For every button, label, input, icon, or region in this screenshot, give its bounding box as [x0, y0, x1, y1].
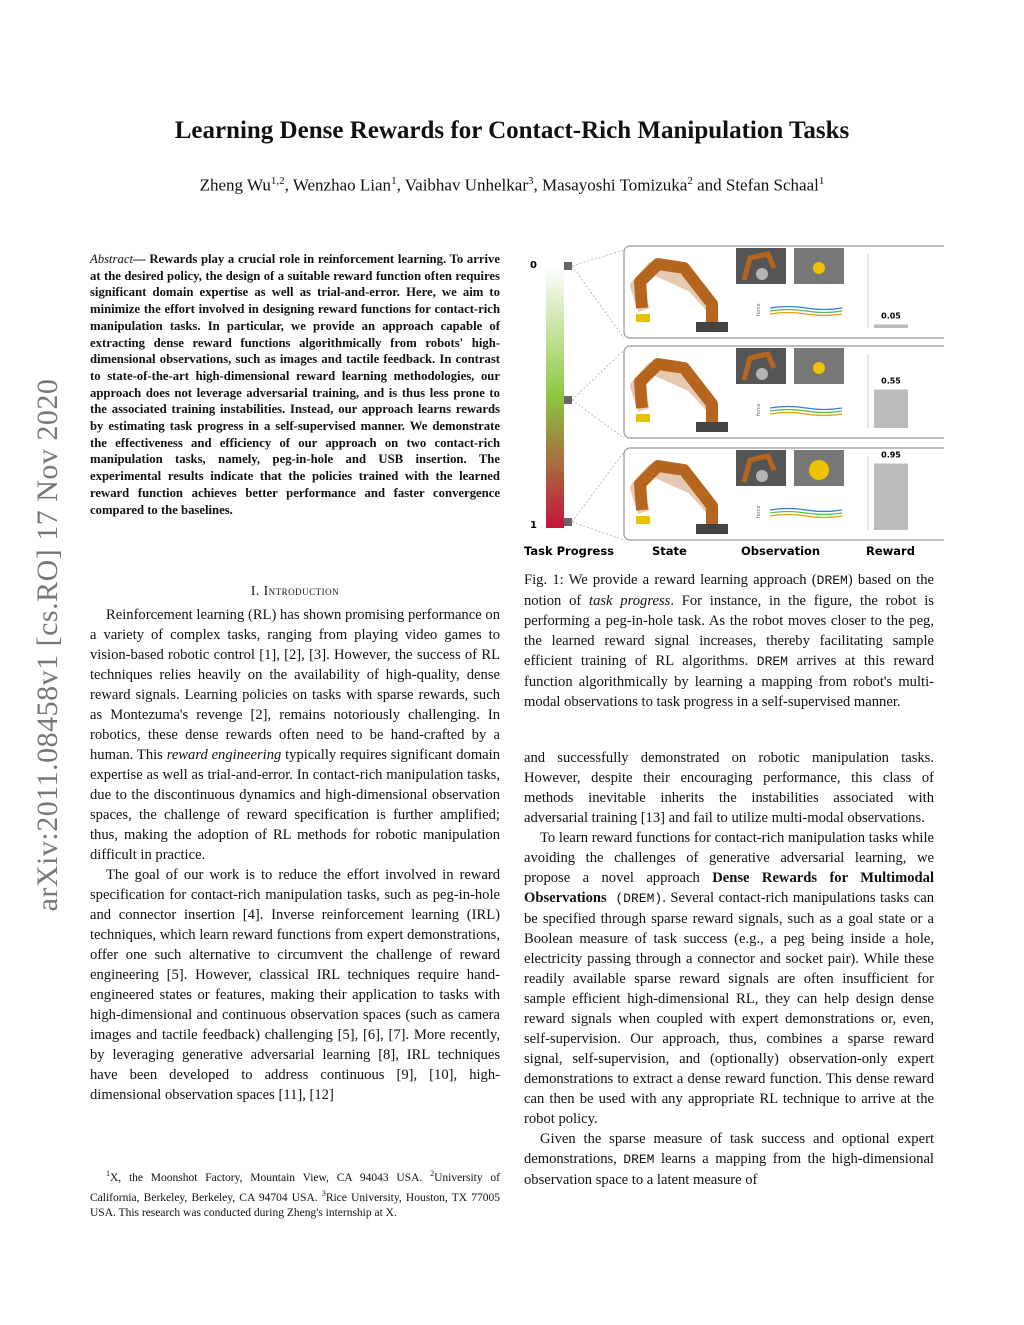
guide-line: [572, 266, 624, 338]
task-progress-bar: [546, 266, 564, 528]
author-name: Vaibhav Unhelkar: [404, 175, 528, 195]
progress-bottom-label: 1: [530, 520, 537, 531]
author-line: Zheng Wu$^{1,2}$, Wenzhao Lian$^1$, Vaibhav Unhelkar$^3$, Masayoshi Tomizuka$^2$ and Stefan Schaal$^1$: [199, 175, 825, 195]
force-axis-label: force: [756, 505, 762, 518]
author-affiliation-mark: 2: [687, 175, 693, 187]
arxiv-sidebar-stamp: [28, 345, 68, 945]
author-affiliation-mark: 1: [818, 175, 825, 187]
intro-paragraph-2: The goal of our work is to reduce the effort involved in reward specification for contact-rich manipulation tasks, such as peg-in-hole and connector insertion [4]. Inverse reinforcement learning (IRL) techniques, which learn reward functions from expert demonstrations, offer one such alternative to circumvent the challenge of reward engineering [5]. However, classical IRL techniques require hand-engineered states or features, making their application to tasks with high-dimensional and continuous observation spaces (such as camera images and tactile feedback) challenging [5], [6], [7]. More recently, by leveraging generative adversarial learning [8], IRL techniques have been developed to address continuous [9], [10], high-dimensional observation spaces [11], [12]: [90, 867, 500, 1103]
section-title: Introduction: [263, 583, 340, 598]
figure-row: [564, 346, 944, 438]
reward-value-label: 0.95: [881, 450, 901, 460]
label-reward: Reward: [866, 544, 915, 558]
reward-value-label: 0.55: [881, 376, 901, 386]
force-axis-label: force: [756, 303, 762, 316]
guide-line: [572, 350, 624, 400]
robot-base: [696, 524, 728, 534]
paper-title: Learning Dense Rewards for Contact-Rich Manipulation Tasks: [174, 117, 850, 144]
progress-marker: [564, 396, 572, 404]
author-affiliation-mark: 3: [527, 175, 534, 187]
guide-line: [572, 250, 624, 266]
label-observation: Observation: [741, 544, 821, 558]
label-state: State: [652, 544, 687, 558]
progress-marker: [564, 262, 572, 270]
right-column-body: [524, 748, 934, 1190]
introduction-section: [90, 581, 500, 1105]
guide-line: [572, 522, 624, 540]
author-name: Zheng Wu: [199, 175, 271, 195]
progress-top-label: 0: [530, 260, 537, 271]
robot-base: [696, 322, 728, 332]
arxiv-id: arXiv:2011.08458v1 [cs.RO] 17 Nov 2020: [31, 378, 64, 912]
author-affiliation-mark: 1: [391, 175, 397, 187]
section-number: I.: [250, 583, 260, 598]
body-paragraph-2: To learn reward functions for contact-rich manipulation tasks while avoiding the challenges of generative adversarial learning, we propose a novel approach Dense Rewards for Multimodal Observations (DREM). Several contact-rich manipulations tasks can be specified through sparse reward signals, such as a goal state or a Boolean measure of task success (e.g., a peg being inside a hole, electricity passing through a connector and socket pair). While these readily available sparse reward signals are often insufficient for sample efficient high-dimensional RL, they can help design dense reward signals when coupled with expert demonstrations or, even, self-supervision. Our approach, thus, combines a sparse reward signal, self-supervision, and (optionally) observation-only expert demonstrations to extract a dense reward function. This dense reward can then be used with any appropriate RL technique to arrive at the robot policy.: [524, 830, 935, 1127]
camera-highlight: [756, 470, 768, 482]
guide-line: [572, 400, 624, 438]
figure-caption: Fig. 1: We provide a reward learning approach (DREM) based on the notion of task progress. For instance, in the figure, the robot is performing a peg-in-hole task. As the robot moves closer to the peg, the learned reward signal increases, thereby facilitating sample efficient training of RL algorithms. DREM arrives at this reward function algorithmically by learning a mapping from robot's multi-modal observations to task progress in a self-supervised manner.: [524, 572, 934, 710]
tactile-contact: [813, 262, 825, 274]
figure-1: [524, 244, 944, 562]
author-name: Stefan Schaal: [725, 175, 819, 195]
camera-highlight: [756, 268, 768, 280]
emphasis: reward engineering: [166, 747, 282, 763]
body-paragraph-1: and successfully demonstrated on robotic manipulation tasks. However, despite their encouraging performance, this class of methods inevitable inherits the instabilities associated with adversarial training [13] and fail to utilize multi-modal observations.: [524, 750, 934, 826]
footnote: $^1$X, the Moonshot Factory, Mountain View, CA 94043 USA. $^2$University of California, Berkeley, Berkeley, CA 94704 USA. $^3$Rice University, Houston, TX 77005 USA. This research was conducted during Zheng's internship at X.: [90, 1169, 500, 1219]
abstract-text: — Rewards play a crucial role in reinforcement learning. To arrive at the desired policy, the design of a suitable reward function often requires significant domain expertise as well as trial-and-error. Here, we aim to minimize the effort involved in designing reward functions for contact-rich manipulation tasks. In particular, we provide an approach capable of extracting dense reward functions algorithmically from robots' high-dimensional observations, such as images and tactile feedback. In contrast to state-of-the-art high-dimensional reward learning methodologies, our approach does not leverage adversarial training, and is thus less prone to the associated training instabilities. Instead, our approach learns rewards by estimating task progress in a self-supervised manner. We demonstrate the effectiveness and efficiency of our approach on two contact-rich manipulation tasks, namely, peg-in-hole and USB insertion. The experimental results indicate that the policies trained with the learned reward function achieves better performance and faster convergence compared to the baselines.: [90, 252, 500, 517]
peg: [636, 516, 650, 524]
figure-row: [564, 448, 944, 540]
reward-bar: [874, 390, 908, 429]
guide-line: [572, 452, 624, 522]
abstract-label: Abstract: [90, 252, 133, 266]
reward-bar: [874, 464, 908, 531]
author-name: Wenzhao Lian: [292, 175, 392, 195]
section-heading: [90, 581, 500, 601]
reward-value-label: 0.05: [881, 311, 901, 321]
force-axis-label: force: [756, 403, 762, 416]
body-paragraph-3: Given the sparse measure of task success and optional expert demonstrations, DREM learns a mapping from the high-dimensional observation space to a latent measure of: [524, 1131, 934, 1188]
peg: [636, 314, 650, 322]
reward-bar: [874, 325, 908, 329]
figure-row: [564, 246, 944, 338]
tactile-contact: [813, 362, 825, 374]
robot-base: [696, 422, 728, 432]
author-affiliation-mark: 1,2: [270, 175, 285, 187]
progress-marker: [564, 518, 572, 526]
intro-paragraph-1: Reinforcement learning (RL) has shown promising performance on a variety of complex tasks, ranging from playing video games to vision-based robotic control [1], [2], [3]. However, the success of RL techniques relies heavily on the availability of high-quality, dense reward signals. Learning policies on tasks with sparse rewards, such as Montezuma's revenge [2], remains notoriously challenging. In robotics, these dense rewards often need to be hand-crafted by a human. This reward engineering typically requires significant domain expertise as well as trial-and-error. In contact-rich manipulation tasks, due to the discontinuous dynamics and high-dimensional observation spaces, the challenge of reward specification is further amplified; thus, making the adoption of RL methods for robotic manipulation difficult in practice.: [90, 607, 500, 863]
camera-highlight: [756, 368, 768, 380]
author-name: Masayoshi Tomizuka: [541, 175, 688, 195]
tactile-contact: [809, 460, 829, 480]
peg: [636, 414, 650, 422]
abstract: [90, 251, 500, 518]
label-task-progress: Task Progress: [524, 544, 615, 558]
